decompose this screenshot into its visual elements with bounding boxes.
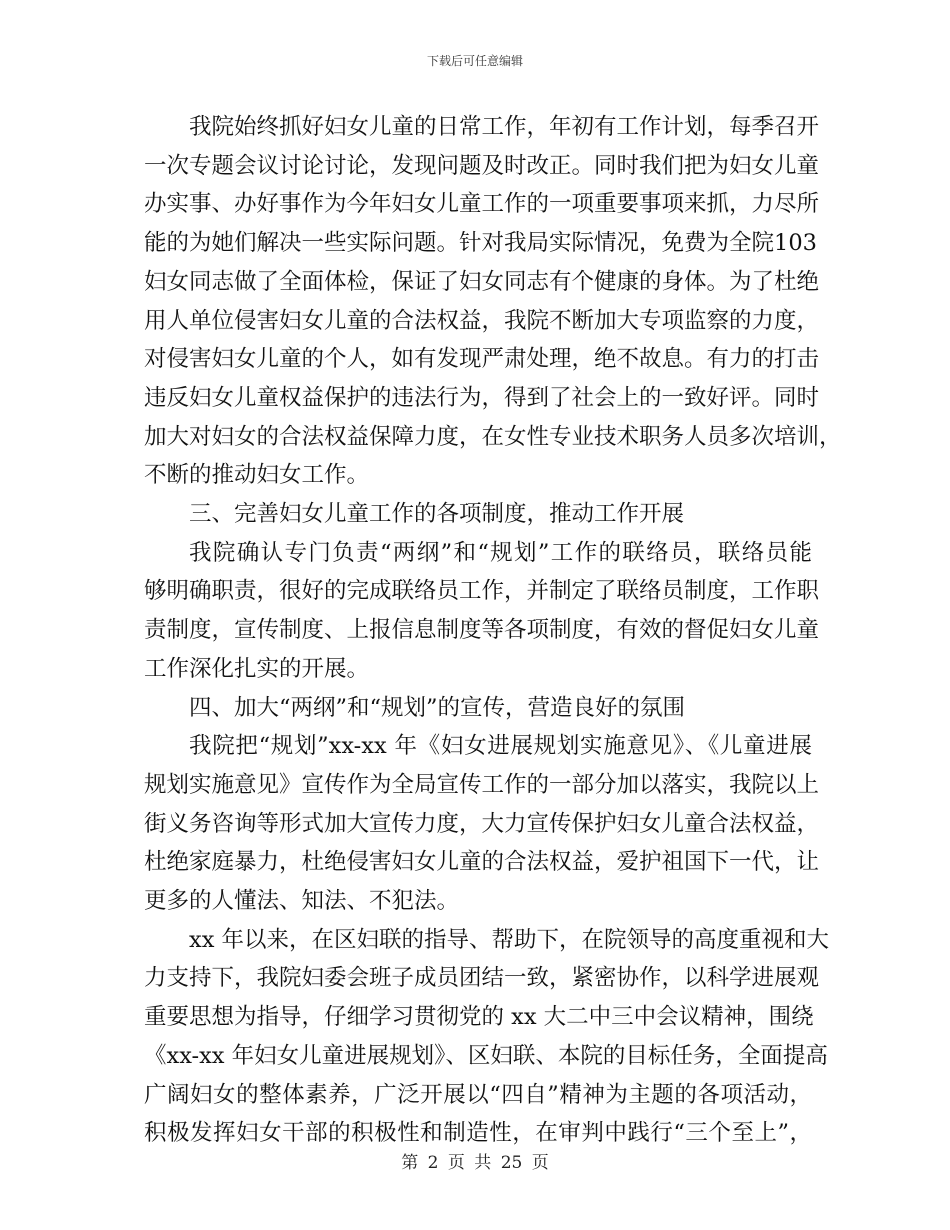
text-line: 违反妇女儿童权益保护的违法行为，得到了社会上的一致好评。同时 (144, 384, 820, 411)
text-line: 力支持下，我院妇委会班子成员团结一致，紧密协作，以科学进展观 (144, 965, 820, 992)
text-line: 能的为她们解决一些实际问题。针对我局实际情况，免费为全院103 (144, 230, 817, 257)
text-line: 对侵害妇女儿童的个人，如有发现严肃处理，绝不故息。有力的打击 (144, 346, 820, 373)
text-line: 妇女同志做了全面体检，保证了妇女同志有个健康的身体。为了杜绝 (144, 268, 820, 295)
text-line: 够明确职责，很好的完成联络员工作，并制定了联络员制度，工作职 (144, 578, 820, 605)
document-body (144, 108, 842, 1153)
text-line: 杜绝家庭暴力，杜绝侵害妇女儿童的合法权益，爱护祖国下一代，让 (144, 849, 820, 876)
text-line: 不断的推动妇女工作。 (144, 462, 370, 489)
text-line: 更多的人懂法、知法、不犯法。 (144, 888, 460, 915)
text-line: 我院把“规划”xx-xx 年《妇女进展规划实施意见》、《儿童进展 (189, 733, 812, 760)
section-heading (144, 689, 812, 728)
text-line: 规划实施意见》宣传作为全局宣传工作的一部分加以落实，我院以上 (144, 771, 820, 798)
text-line: 工作深化扎实的开展。 (144, 655, 370, 682)
paragraph (144, 921, 830, 1153)
text-line: 责制度，宣传制度、上报信息制度等各项制度，有效的督促妇女儿童 (144, 617, 820, 644)
section-heading (144, 495, 812, 534)
page-number-footer: 第 2 页 共 25 页 (401, 1153, 549, 1173)
text-line: 我院始终抓好妇女儿童的日常工作，年初有工作计划，每季召开 (189, 114, 820, 140)
text-line: 《xx-xx 年妇女儿童进展规划》、区妇联、本院的目标任务，全面提高 (144, 1042, 828, 1069)
text-line: 用人单位侵害妇女儿童的合法权益，我院不断加大专项监察的力度， (144, 307, 820, 334)
text-line: xx 年以来，在区妇联的指导、帮助下，在院领导的高度重视和大 (189, 926, 830, 953)
paragraph (144, 108, 842, 495)
text-line: 我院确认专门负责“两纲”和“规划”工作的联络员，联络员能 (189, 539, 812, 566)
text-line: 一次专题会议讨论讨论，发现问题及时改正。同时我们把为妇女儿童 (144, 152, 820, 179)
text-line: 街义务咨询等形式加大宣传力度，大力宣传保护妇女儿童合法权益， (144, 810, 820, 837)
page-header: 下载后可任意编辑 (426, 54, 523, 68)
section-heading-text: 四、加大“两纲”和“规划”的宣传，营造良好的氛围 (189, 694, 686, 721)
text-line: 积极发挥妇女干部的积极性和制造性，在审判中践行“三个至上”， (144, 1120, 812, 1147)
paragraph (144, 727, 820, 921)
section-heading-text: 三、完善妇女儿童工作的各项制度，推动工作开展 (189, 501, 685, 528)
text-line: 重要思想为指导，仔细学习贯彻党的 xx 大二中三中会议精神，围绕 (144, 1004, 814, 1031)
text-line: 办实事、办好事作为今年妇女儿童工作的一项重要事项来抓，力尽所 (144, 191, 820, 218)
text-line: 加大对妇女的合法权益保障力度，在女性专业技术职务人员多次培训， (144, 423, 842, 450)
paragraph (144, 534, 820, 689)
text-line: 广阔妇女的整体素养，广泛开展以“四自”精神为主题的各项活动， (144, 1081, 812, 1108)
